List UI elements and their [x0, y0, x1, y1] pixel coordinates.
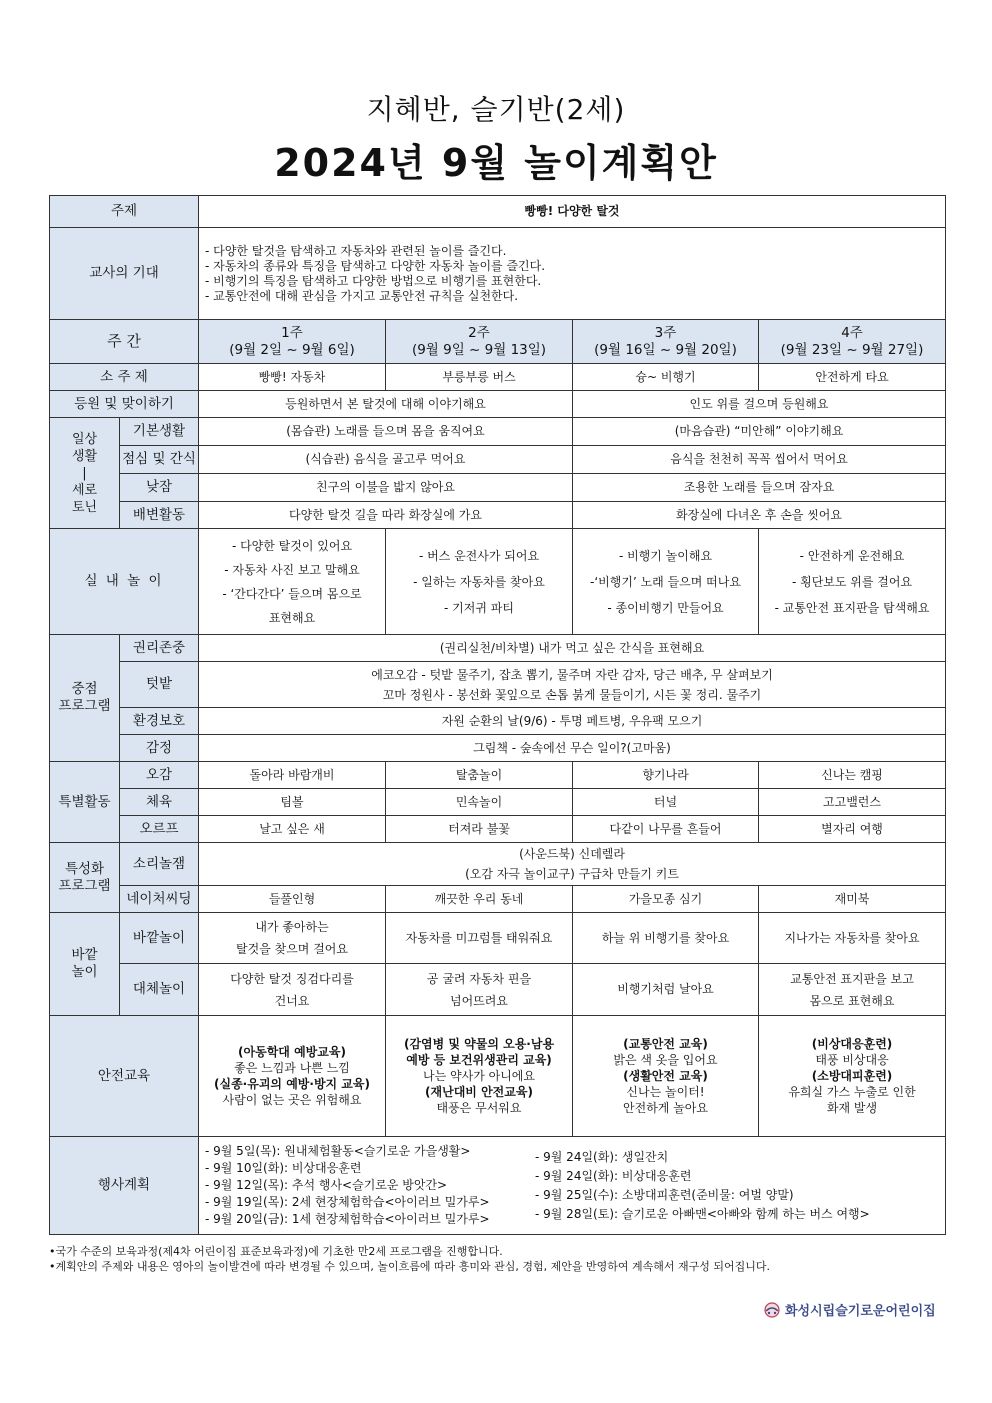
daily-second-half: (마음습관) “미안해” 이야기해요: [573, 418, 946, 446]
event-item: - 9월 10일(화): 비상대응훈련: [205, 1161, 362, 1175]
nature-cell: 재미북: [759, 886, 946, 913]
theme-label: 주제: [50, 196, 199, 228]
safety-week-4: [759, 1016, 946, 1137]
indoor-week-3: - 비행기 놀이해요 -‘비행기’ 노래 들으며 떠나요 - 종이비행기 만들어요: [573, 529, 759, 635]
safety-week-1: [199, 1016, 386, 1137]
safety-line: (감염병 및 약물의 오용·남용: [403, 1037, 555, 1051]
safety-line: (교통안전 교육): [623, 1037, 708, 1051]
focus-row-label: 권리존중: [120, 635, 199, 662]
safety-line: 유희실 가스 누출로 인한: [788, 1085, 916, 1099]
footnotes: [49, 1244, 949, 1274]
daily-first-half: 친구의 이불을 밟지 않아요: [199, 474, 573, 502]
focus-row-content: 자원 순환의 날(9/6) - 투명 페트병, 우유팩 모으기: [199, 708, 946, 735]
event-item: - 9월 20일(금): 1세 현장체험학습<아이러브 밀가루>: [205, 1212, 490, 1226]
focus-program-group-label: 중점 프로그램: [50, 635, 120, 762]
safety-line: (아동학대 예방교육): [238, 1045, 346, 1059]
special-cell: 향기나라: [573, 762, 759, 789]
events-content: [199, 1137, 946, 1235]
expectation-item: - 자동차의 종류와 특징을 탐색하고 다양한 자동차 놀이를 즐긴다.: [205, 258, 546, 273]
arrival-label: 등원 및 맞이하기: [50, 391, 199, 418]
safety-line: (실종·유괴의 예방·방지 교육): [214, 1077, 370, 1091]
outdoor-group-label: 바깥 놀이: [50, 913, 120, 1016]
outdoor-row-label: 대체놀이: [120, 964, 199, 1016]
indoor-week-4: - 안전하게 운전해요 - 횡단보도 위를 걸어요 - 교통안전 표지판을 탐색해요: [759, 529, 946, 635]
safety-line: (생활안전 교육): [623, 1069, 708, 1083]
safety-line: 태풍 비상대응: [815, 1053, 889, 1067]
logo-text: 화성시립슬기로운어린이집: [785, 1304, 936, 1319]
safety-education-label: 안전교육: [50, 1016, 199, 1137]
daily-row-label: 배변활동: [120, 502, 199, 529]
special-cell: 고고밸런스: [759, 789, 946, 816]
special-cell: 탈춤놀이: [386, 762, 573, 789]
theme-value: 빵빵! 다양한 탈것: [199, 196, 946, 228]
focus-row-label: 텃밭: [120, 662, 199, 708]
title-plan-name: 2024년 9월 놀이계획안: [274, 141, 718, 185]
nature-cell: 깨끗한 우리 동네: [386, 886, 573, 913]
outdoor-cell: 다양한 탈것 징검다리를 건너요: [199, 964, 386, 1016]
special-cell: 날고 싶은 새: [199, 816, 386, 843]
nature-cell: 가을모종 심기: [573, 886, 759, 913]
outdoor-cell: 내가 좋아하는 탈것을 찾으며 걸어요: [199, 913, 386, 964]
safety-week-2: [386, 1016, 573, 1137]
week-3-header: 3주 (9월 16일 ~ 9월 20일): [573, 320, 759, 364]
week-1-header: 1주 (9월 2일 ~ 9월 6일): [199, 320, 386, 364]
outdoor-cell: 비행기처럼 날아요: [573, 964, 759, 1016]
subtopic-week-2: 부릉부릉 버스: [386, 364, 573, 391]
special-cell: 다같이 나무를 흔들어: [573, 816, 759, 843]
indoor-week-2: - 버스 운전사가 되어요 - 일하는 자동차를 찾아요 - 기저귀 파티: [386, 529, 573, 635]
daily-second-half: 음식을 천천히 꼭꼭 씹어서 먹어요: [573, 446, 946, 474]
subtopic-week-1: 빵빵! 자동차: [199, 364, 386, 391]
subtopic-label: 소 주 제: [50, 364, 199, 391]
safety-line: (소방대피훈련): [811, 1069, 893, 1083]
events-left-list: [205, 1143, 535, 1228]
daily-first-half: 다양한 탈것 길을 따라 화장실에 가요: [199, 502, 573, 529]
focus-row-content: 그림책 - 숲속에선 무슨 일이?(고마움): [199, 735, 946, 762]
special-cell: 돌아라 바람개비: [199, 762, 386, 789]
daily-row-label: 낮잠: [120, 474, 199, 502]
outdoor-cell: 자동차를 미끄럼틀 태워줘요: [386, 913, 573, 964]
outdoor-row-label: 바깥놀이: [120, 913, 199, 964]
events-right-list: [535, 1148, 870, 1224]
special-cell: 별자리 여행: [759, 816, 946, 843]
special-cell: 민속놀이: [386, 789, 573, 816]
daily-life-group-label: 일상 생활 | 세로 토닌: [50, 418, 120, 529]
event-item: - 9월 24일(화): 생일잔치: [535, 1149, 669, 1164]
sound-play-label: 소리놀잼: [120, 843, 199, 886]
safety-line: 좋은 느낌과 나쁜 느낌: [234, 1061, 350, 1075]
daily-first-half: (식습관) 음식을 골고루 먹어요: [199, 446, 573, 474]
daily-first-half: (몸습관) 노래를 들으며 몸을 움직여요: [199, 418, 573, 446]
outdoor-cell: 하늘 위 비행기를 찾아요: [573, 913, 759, 964]
event-item: - 9월 12일(목): 추석 행사<슬기로운 방앗간>: [205, 1178, 448, 1192]
play-plan-table: [49, 195, 946, 1235]
event-item: - 9월 5일(목): 원내체험활동<슬기로운 가을생활>: [205, 1144, 471, 1158]
events-label: 행사계획: [50, 1137, 199, 1235]
safety-line: 신나는 놀이터!: [626, 1085, 705, 1099]
special-activity-group-label: 특별활동: [50, 762, 120, 843]
expectation-item: - 비행기의 특징을 탐색하고 다양한 방법으로 비행기를 표현한다.: [205, 273, 542, 288]
arrival-second-half: 인도 위를 걸으며 등원해요: [573, 391, 946, 418]
weeks-label: 주 간: [50, 320, 199, 364]
footnote: •국가 수준의 보육과정(제4차 어린이집 표준보육과정)에 기초한 만2세 프로그램을 진행합니다.: [49, 1245, 503, 1258]
specialized-program-group-label: 특성화 프로그램: [50, 843, 120, 913]
subtopic-week-3: 슝~ 비행기: [573, 364, 759, 391]
title-class-name: 지혜반, 슬기반(2세): [366, 93, 626, 126]
safety-line: 나는 약사가 아니에요: [423, 1069, 535, 1083]
nature-seeding-label: 네이처씨딩: [120, 886, 199, 913]
expectation-item: - 다양한 탈것을 탐색하고 자동차와 관련된 놀이를 즐긴다.: [205, 243, 507, 258]
special-cell: 팀볼: [199, 789, 386, 816]
safety-line: 안전하게 놀아요: [623, 1101, 708, 1115]
event-item: - 9월 24일(화): 비상대응훈련: [535, 1168, 692, 1183]
event-item: - 9월 19일(목): 2세 현장체험학습<아이러브 밀가루>: [205, 1195, 490, 1209]
week-2-header: 2주 (9월 9일 ~ 9월 13일): [386, 320, 573, 364]
outdoor-cell: 지나가는 자동차를 찾아요: [759, 913, 946, 964]
nature-cell: 들풀인형: [199, 886, 386, 913]
safety-line: 태풍은 무서워요: [436, 1101, 522, 1115]
special-row-label: 체육: [120, 789, 199, 816]
special-cell: 신나는 캠핑: [759, 762, 946, 789]
focus-row-content: 에코오감 - 텃밭 물주기, 잡초 뽑기, 물주며 자란 감자, 당근 배추, 무 살펴보기 꼬마 정원사 - 봉선화 꽃잎으로 손톱 붉게 물들이기, 시든 꽃 정리. 물주기: [199, 662, 946, 708]
special-row-label: 오르프: [120, 816, 199, 843]
safety-line: 사람이 없는 곳은 위험해요: [222, 1093, 362, 1107]
daily-row-label: 점심 및 간식: [120, 446, 199, 474]
week-4-header: 4주 (9월 23일 ~ 9월 27일): [759, 320, 946, 364]
arrival-first-half: 등원하면서 본 탈것에 대해 이야기해요: [199, 391, 573, 418]
outdoor-cell: 교통안전 표지판을 보고 몸으로 표현해요: [759, 964, 946, 1016]
safety-line: (비상대응훈련): [811, 1037, 893, 1051]
special-cell: 터널: [573, 789, 759, 816]
daily-second-half: 조용한 노래를 들으며 잠자요: [573, 474, 946, 502]
kindergarten-logo: [762, 1300, 936, 1319]
focus-row-label: 환경보호: [120, 708, 199, 735]
event-item: - 9월 28일(토): 슬기로운 아빠맨<아빠와 함께 하는 버스 여행>: [535, 1206, 870, 1221]
teacher-expectation-list: [199, 228, 946, 320]
safety-week-3: [573, 1016, 759, 1137]
daily-second-half: 화장실에 다녀온 후 손을 씻어요: [573, 502, 946, 529]
special-cell: 터져라 불꽃: [386, 816, 573, 843]
indoor-play-label: 실 내 놀 이: [50, 529, 199, 635]
indoor-week-1: - 다양한 탈것이 있어요 - 자동차 사진 보고 말해요 - ‘간다간다’ 들으며 몸으로 표현해요: [199, 529, 386, 635]
school-emblem-icon: [762, 1302, 782, 1318]
subtopic-week-4: 안전하게 타요: [759, 364, 946, 391]
safety-line: 예방 등 보건위생관리 교육): [406, 1053, 552, 1067]
safety-line: 밝은 색 옷을 입어요: [613, 1053, 718, 1067]
outdoor-cell: 공 굴려 자동차 핀을 넘어뜨려요: [386, 964, 573, 1016]
sound-play-content: (사운드북) 신데렐라 (오감 자극 놀이교구) 구급차 만들기 키트: [199, 843, 946, 886]
focus-row-content: (권리실천/비차별) 내가 먹고 싶은 간식을 표현해요: [199, 635, 946, 662]
focus-row-label: 감정: [120, 735, 199, 762]
daily-row-label: 기본생활: [120, 418, 199, 446]
safety-line: 화재 발생: [826, 1101, 878, 1115]
event-item: - 9월 25일(수): 소방대피훈련(준비물: 여벌 양말): [535, 1187, 794, 1202]
special-row-label: 오감: [120, 762, 199, 789]
safety-line: (재난대비 안전교육): [425, 1085, 533, 1099]
footnote: •계획안의 주제와 내용은 영아의 놀이발견에 따라 변경될 수 있으며, 놀이흐름에 따라 흥미와 관심, 경험, 제안을 반영하여 계속해서 재구성 되어집니다.: [49, 1260, 770, 1273]
teacher-expectation-label: 교사의 기대: [50, 228, 199, 320]
expectation-item: - 교통안전에 대해 관심을 가지고 교통안전 규칙을 실천한다.: [205, 288, 519, 303]
